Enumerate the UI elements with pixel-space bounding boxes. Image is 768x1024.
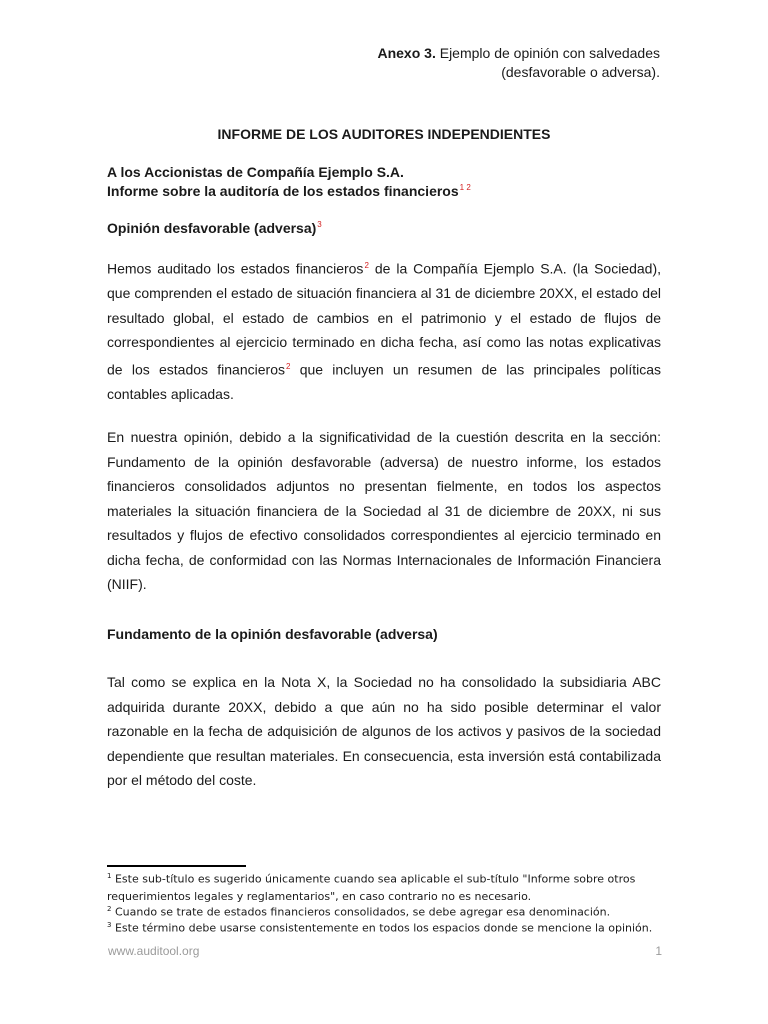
footnote-3 — [107, 917, 667, 937]
para1-part-a: Hemos auditado los estados financieros — [107, 260, 364, 277]
opinion-paragraph-2: En nuestra opinión, debido a la significatividad de la cuestión descrita en la sección: Fundamento de la opinión desfavorable (adversa) de nuestro informe, los estados financieros consolidados adjuntos no presentan fielmente, en todos los aspectos materiales la situación financiera de la Sociedad al 31 de diciembre de 20XX, ni sus resultados y flujos de efectivo consolidados correspondientes al ejercicio terminado en dicha fecha, de conformidad con las Normas Internacionales de Información Financiera (NIIF). — [107, 429, 661, 592]
para1-ref-1: 2 — [364, 261, 369, 270]
footnote-1-number: 1 — [107, 872, 112, 880]
footnote-1 — [107, 868, 667, 905]
footnote-2-number: 2 — [107, 905, 112, 913]
opinion-heading — [107, 220, 322, 236]
basis-heading: Fundamento de la opinión desfavorable (adversa) — [107, 626, 438, 642]
footnote-3-number: 3 — [107, 921, 112, 929]
footnote-1-text: Este sub-título es sugerido únicamente cuando sea aplicable el sub-título "Informe sobre otros requerimientos legales y reglamentarios", en caso contrario no es necesario. — [107, 872, 636, 903]
report-heading — [107, 183, 471, 199]
opinion-heading-text: Opinión desfavorable (adversa) — [107, 220, 317, 236]
annex-line1: Ejemplo de opinión con salvedades — [435, 45, 660, 61]
report-title: INFORME DE LOS AUDITORES INDEPENDIENTES — [217, 126, 551, 142]
opinion-paragraph-1 — [107, 254, 661, 406]
footnote-separator — [107, 865, 246, 867]
para1-part-c: que incluyen un resumen de las principales políticas contables aplicadas. — [107, 361, 662, 402]
page-number: 1 — [655, 944, 662, 958]
annex-line2: (desfavorable o adversa). — [501, 64, 660, 80]
para1-part-b: de la Compañía Ejemplo S.A. (la Sociedad), que comprenden el estado de situación financiera al 31 de diciembre 20XX, el estado del resultado global, el estado de cambios en el patrimonio y el estado de flujos de correspondientes al ejercicio terminado en dicha fecha, así como las notas explicativas de los estados financieros — [107, 260, 662, 378]
annex-label: Anexo 3. — [377, 45, 436, 61]
footer-website-link[interactable]: www.auditool.org — [108, 944, 200, 958]
annex-caption — [377, 44, 660, 82]
opinion-heading-ref: 3 — [317, 220, 322, 230]
report-heading-refs: 1 2 — [459, 183, 471, 193]
footnote-2-text: Cuando se trate de estados financieros consolidados, se debe agregar esa denominación. — [111, 905, 611, 919]
addressee: A los Accionistas de Compañía Ejemplo S.A. — [107, 164, 404, 180]
footnote-3-text: Este término debe usarse consistentemente en todos los espacios donde se mencione la opinión. — [111, 921, 653, 935]
para1-ref-2: 2 — [285, 361, 291, 371]
basis-paragraph: Tal como se explica en la Nota X, la Sociedad no ha consolidado la subsidiaria ABC adquirida durante 20XX, debido a que aún no ha sido posible determinar el valor razonable en la fecha de adquisición de algunos de los activos y pasivos de la sociedad dependiente que resultan materiales. En consecuencia, esta inversión está contabilizada por el método del coste. — [107, 674, 661, 788]
report-heading-text: Informe sobre la auditoría de los estados financieros — [107, 183, 459, 199]
